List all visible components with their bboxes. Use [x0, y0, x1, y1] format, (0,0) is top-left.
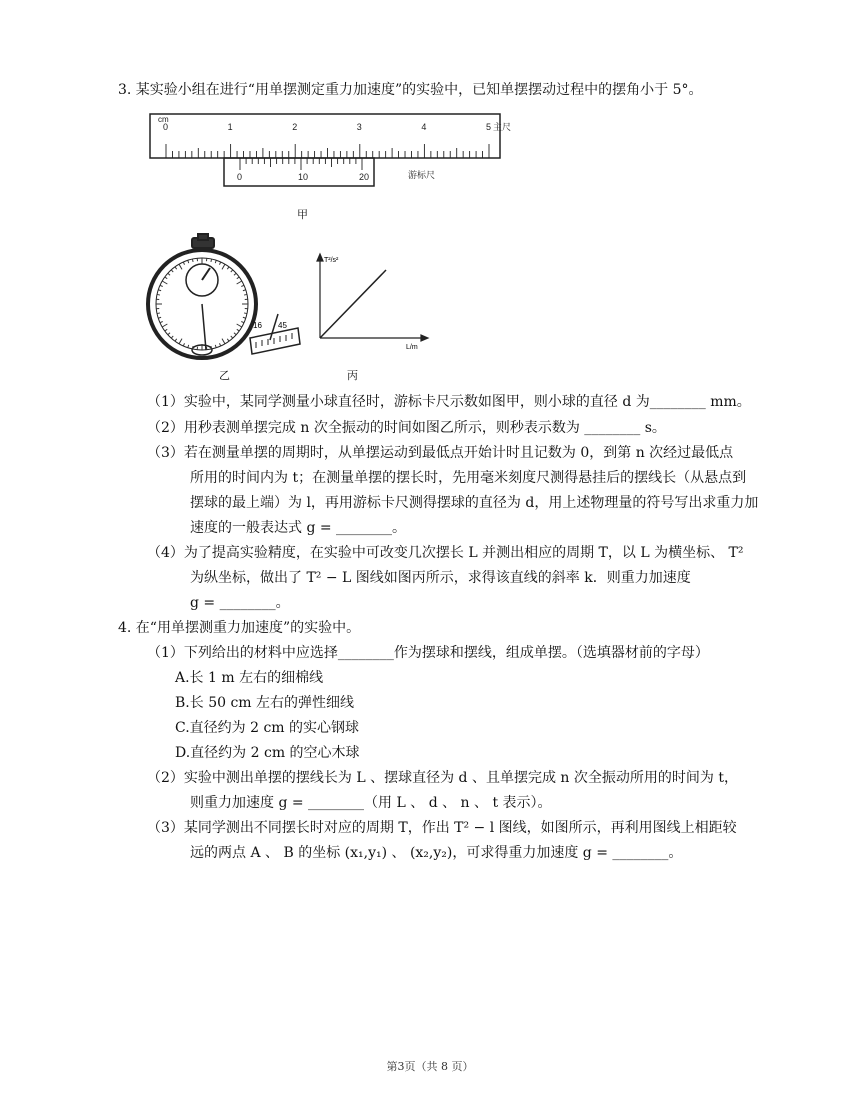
stopwatch-tick — [175, 339, 177, 341]
stopwatch-tick — [241, 321, 244, 322]
q4-part2-line2: 则重力加速度 g = ________（用 L 、 d 、 n 、 t 表示）。 — [190, 795, 552, 811]
q4-part2-line1: （2）实验中测出单摆的摆线长为 L 、摆球直径为 d 、且单摆完成 n 次全振动所用的时间为 t， — [147, 770, 738, 786]
stopwatch-tick — [215, 260, 216, 263]
main-scale-label: 5 — [486, 122, 492, 132]
x-axis-label: L/m — [406, 344, 418, 351]
y-axis-label: T²/s² — [324, 257, 339, 264]
stopwatch-tick — [243, 290, 246, 291]
vernier-label: 0 — [237, 172, 243, 182]
t2-l-graph-figure — [306, 252, 436, 352]
unit-label: cm — [158, 115, 169, 124]
stopwatch-tick — [157, 294, 160, 295]
q4-part3-line2: 远的两点 A 、 B 的坐标 (x₁,y₁) 、 (x₂,y₂)，可求得重力加速度 g = ________。 — [190, 845, 683, 861]
stopwatch-tick — [175, 267, 177, 269]
vernier-caliper-figure — [148, 112, 512, 192]
vernier-scale-name: 游标尺 — [408, 170, 436, 180]
stopwatch-tick — [211, 259, 212, 262]
vernier-label: 10 — [298, 172, 309, 182]
stopwatch-tick — [157, 313, 160, 314]
main-scale-label: 2 — [292, 122, 298, 132]
q4-option-a: A.长 1 m 左右的细棉线 — [175, 670, 324, 686]
q4-stem: 4. 在“用单摆测重力加速度”的实验中。 — [118, 620, 361, 636]
stopwatch-tick — [165, 329, 167, 331]
q3-stem: 3. 某实验小组在进行“用单摆测定重力加速度”的实验中，已知单摆摆动过程中的摆角小于 5°。 — [118, 82, 703, 98]
dial-label-45: 45 — [278, 321, 287, 330]
stopwatch-tick — [183, 262, 184, 265]
stopwatch-tick — [211, 346, 212, 349]
q4-part3-line1: （3）某同学测出不同摆长时对应的周期 T，作出 T² − l 图线，如图所示，再利用图线上相距较 — [147, 820, 737, 836]
stopwatch-tick — [237, 324, 242, 327]
stopwatch-tick — [162, 281, 167, 284]
stopwatch-tick — [219, 262, 220, 265]
stopwatch-tick — [192, 259, 193, 262]
stopwatch-tick — [192, 346, 193, 349]
stopwatch-tick — [179, 339, 182, 344]
stopwatch-tick — [222, 264, 225, 269]
main-scale-label: 4 — [421, 122, 427, 132]
q4-option-d: D.直径约为 2 cm 的空心木球 — [175, 745, 360, 761]
stopwatch-tick — [162, 324, 167, 327]
main-scale-label: 3 — [356, 122, 362, 132]
stopwatch-tick — [243, 317, 246, 318]
stopwatch-tick — [234, 333, 236, 335]
stopwatch-tick — [171, 336, 173, 338]
stopwatch-tick — [168, 333, 170, 335]
stopwatch-tick — [244, 313, 247, 314]
stopwatch-tick — [231, 336, 233, 338]
stopwatch-tick — [160, 321, 163, 322]
q3-part2: （2）用秒表测单摆完成 n 次全振动的时间如图乙所示，则秒表示数为 ________ s。 — [147, 420, 666, 436]
stopwatch-tick — [222, 339, 225, 344]
stopwatch-figure — [140, 232, 302, 367]
main-scale-label: 0 — [163, 122, 169, 132]
stopwatch-tick — [183, 343, 184, 346]
stopwatch-tick — [160, 285, 163, 286]
stopwatch-tick — [168, 273, 170, 275]
stopwatch-tick — [237, 277, 239, 279]
page-footer: 第3页（共 8 页） — [386, 1060, 474, 1073]
stopwatch-tick — [188, 260, 189, 263]
stopwatch-tick — [237, 329, 239, 331]
stopwatch-tick — [179, 264, 182, 269]
stopwatch-tick — [171, 270, 173, 272]
stopwatch-tick — [165, 277, 167, 279]
stopwatch-tick — [227, 339, 229, 341]
q3-part3-line3: 摆球的最上端）为 l，再用游标卡尺测得摆球的直径为 d，用上述物理量的符号写出求重力加 — [190, 495, 759, 511]
stopwatch-tick — [219, 343, 220, 346]
q4-option-c: C.直径约为 2 cm 的实心钢球 — [175, 720, 360, 736]
stopwatch-tick — [158, 290, 161, 291]
stopwatch-tick — [244, 294, 247, 295]
q4-part1: （1）下列给出的材料中应选择________作为摆球和摆线，组成单摆。（选填器材前的字母） — [147, 645, 709, 661]
q3-part3-line2: 所用的时间内为 t；在测量单摆的摆长时，先用毫米刻度尺测得悬挂后的摆线长（从悬点到 — [190, 470, 747, 486]
stopwatch-tick — [188, 345, 189, 348]
q4-option-b: B.长 50 cm 左右的弹性细线 — [175, 695, 355, 711]
stopwatch-tick — [231, 270, 233, 272]
stopwatch-tick — [215, 345, 216, 348]
dial-label-16: 16 — [253, 321, 262, 330]
stopwatch-tick — [237, 281, 242, 284]
q3-part4-line2: 为纵坐标，做出了 T² − L 图线如图丙所示，求得该直线的斜率 k．则重力加速度 — [190, 570, 691, 586]
fig-bing-caption: 丙 — [347, 369, 358, 382]
q3-part4-line3: g = ________。 — [190, 595, 290, 611]
q3-part4-line1: （4）为了提高实验精度，在实验中可改变几次摆长 L 并测出相应的周期 T，以 L 为横坐标、 T² — [147, 545, 744, 561]
fig-yi-caption: 乙 — [219, 369, 230, 382]
q3-part3-line4: 速度的一般表达式 g = ________。 — [190, 520, 407, 536]
stopwatch-tick — [241, 285, 244, 286]
q3-part3-line1: （3）若在测量单摆的周期时，从单摆运动到最低点开始计时且记数为 0，到第 n 次经过最低点 — [147, 445, 734, 461]
stopwatch-tick — [158, 317, 161, 318]
vernier-label: 20 — [359, 172, 370, 182]
q3-part1: （1）实验中，某同学测量小球直径时，游标卡尺示数如图甲，则小球的直径 d 为________ mm。 — [147, 394, 751, 410]
stopwatch-tick — [234, 273, 236, 275]
fig-jia-caption: 甲 — [297, 208, 308, 221]
main-scale-name: 主尺 — [493, 122, 512, 132]
main-scale-label: 1 — [227, 122, 233, 132]
stopwatch-tick — [227, 267, 229, 269]
